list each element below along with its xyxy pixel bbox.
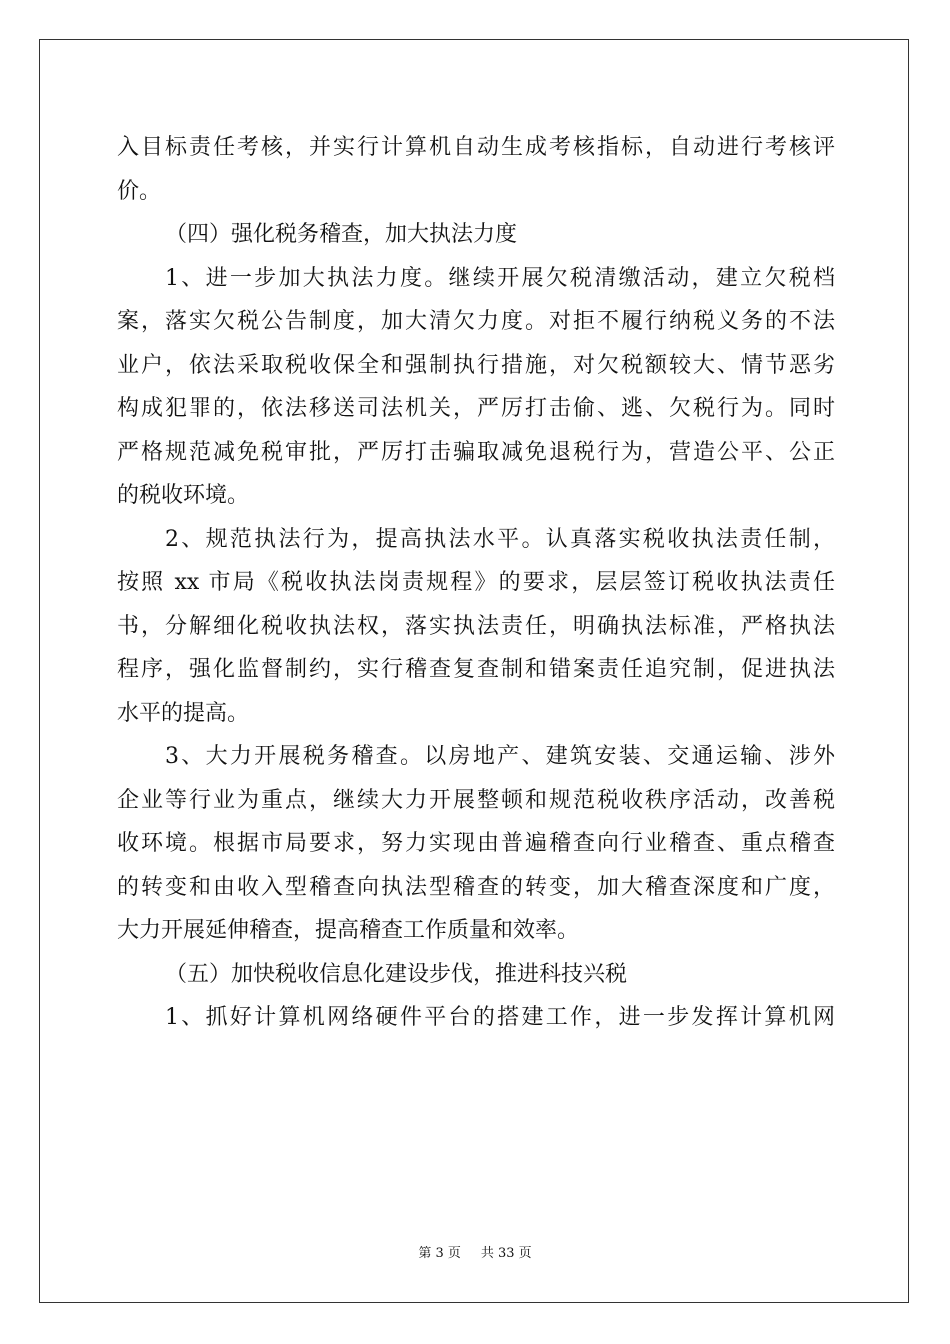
text-line: 3、大力开展税务稽查。以房地产、建筑安装、交通运输、涉外	[165, 744, 835, 769]
text-line: 1、进一步加大执法力度。继续开展欠税清缴活动，建立欠税档	[165, 265, 835, 291]
text-line: （四）强化税务稽查，加大执法力度	[165, 222, 518, 247]
page-number: 第 3 页	[418, 1246, 461, 1261]
text-line: 书，分解细化税收执法权，落实执法责任，明确执法标准，严格执法	[117, 613, 835, 639]
page-total: 共 33 页	[480, 1246, 532, 1261]
text-line: 大力开展延伸稽查，提高稽查工作质量和效率。	[117, 918, 580, 943]
text-line: 业户，依法采取税收保全和强制执行措施，对欠税额较大、情节恶劣	[117, 352, 835, 378]
text-line: 收环境。根据市局要求，努力实现由普遍稽查向行业稽查、重点稽查	[117, 831, 835, 856]
text-line: 按照 xx 市局《税收执法岗责规程》的要求，层层签订税收执法责任	[117, 570, 835, 595]
text-line: 1、抓好计算机网络硬件平台的搭建工作，进一步发挥计算机网	[165, 1005, 835, 1030]
text-line: 水平的提高。	[117, 700, 250, 726]
page-footer	[0, 1245, 950, 1263]
text-line: 入目标责任考核，并实行计算机自动生成考核指标，自动进行考核评	[117, 135, 835, 160]
text-line: 2、规范执法行为，提高执法水平。认真落实税收执法责任制，	[165, 526, 835, 552]
text-line: 的转变和由收入型稽查向执法型稽查的转变，加大稽查深度和广度，	[117, 874, 835, 900]
text-line: 价。	[117, 178, 162, 204]
text-line: 严格规范减免税审批，严厉打击骗取减免退税行为，营造公平、公正	[117, 439, 835, 465]
document-body	[117, 126, 835, 1040]
text-line: 程序，强化监督制约，实行稽查复查制和错案责任追究制，促进执法	[117, 657, 835, 682]
text-line: 企业等行业为重点，继续大力开展整顿和规范税收秩序活动，改善税	[117, 787, 835, 813]
text-line: （五）加快税收信息化建设步伐，推进科技兴税	[165, 961, 628, 987]
text-line: 案，落实欠税公告制度，加大清欠力度。对拒不履行纳税义务的不法	[117, 309, 835, 334]
text-line: 的税收环境。	[117, 483, 250, 508]
text-line: 构成犯罪的，依法移送司法机关，严厉打击偷、逃、欠税行为。同时	[117, 396, 835, 421]
